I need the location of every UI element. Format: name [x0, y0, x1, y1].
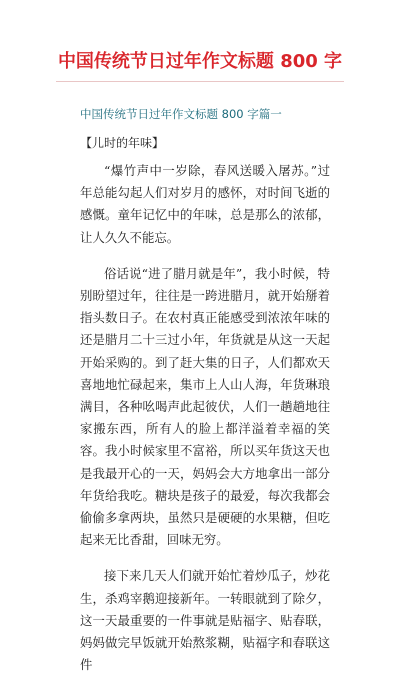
- document-title: 中国传统节日过年作文标题 800 字: [57, 51, 343, 72]
- paragraph: “爆竹声中一岁除，春风送暖入屠苏。”过年总能勾起人们对岁月的感怀，对时间飞逝的感慨。童年记忆中的年味，总是那么的浓郁，让人久久不能忘。: [80, 163, 330, 245]
- paragraph: 俗话说“进了腊月就是年”，我小时候，特别盼望过年，往往是一跨进腊月，就开始掰着指头数日子。在农村真正能感受到浓浓年味的还是腊月二十三过小年，年货就是从这一天起开始采购的。到了赶大集的日子，人们都欢天喜地地忙碌起来，集市上人山人海，年货琳琅满目，各种吆喝声此起彼伏，人们一趟趟地往家搬东西，所有人的脸上都洋溢着幸福的笑容。我小时候家里不富裕，所以买年货这天也是我最开心的一天，妈妈会大方地拿出一部分年货给我吃。糖块是孩子的最爱，每次我都会偷偷多拿两块，虽然只是硬硬的水果糖，但吃起来无比香甜，回味无穷。: [80, 265, 330, 548]
- paragraph: 接下来几天人们就开始忙着炒瓜子，炒花生，杀鸡宰鹅迎接新年。一转眼就到了除夕，这一天最重要的一件事就是贴福字、贴春联，妈妈做完早饭就开始熬浆糊，贴福字和春联这件: [80, 568, 330, 673]
- section-heading: 中国传统节日过年作文标题 800 字篇一: [80, 107, 282, 121]
- essay-subtitle: 【儿时的年味】: [80, 136, 165, 150]
- title-divider: [56, 81, 344, 82]
- essay-body: [80, 160, 330, 690]
